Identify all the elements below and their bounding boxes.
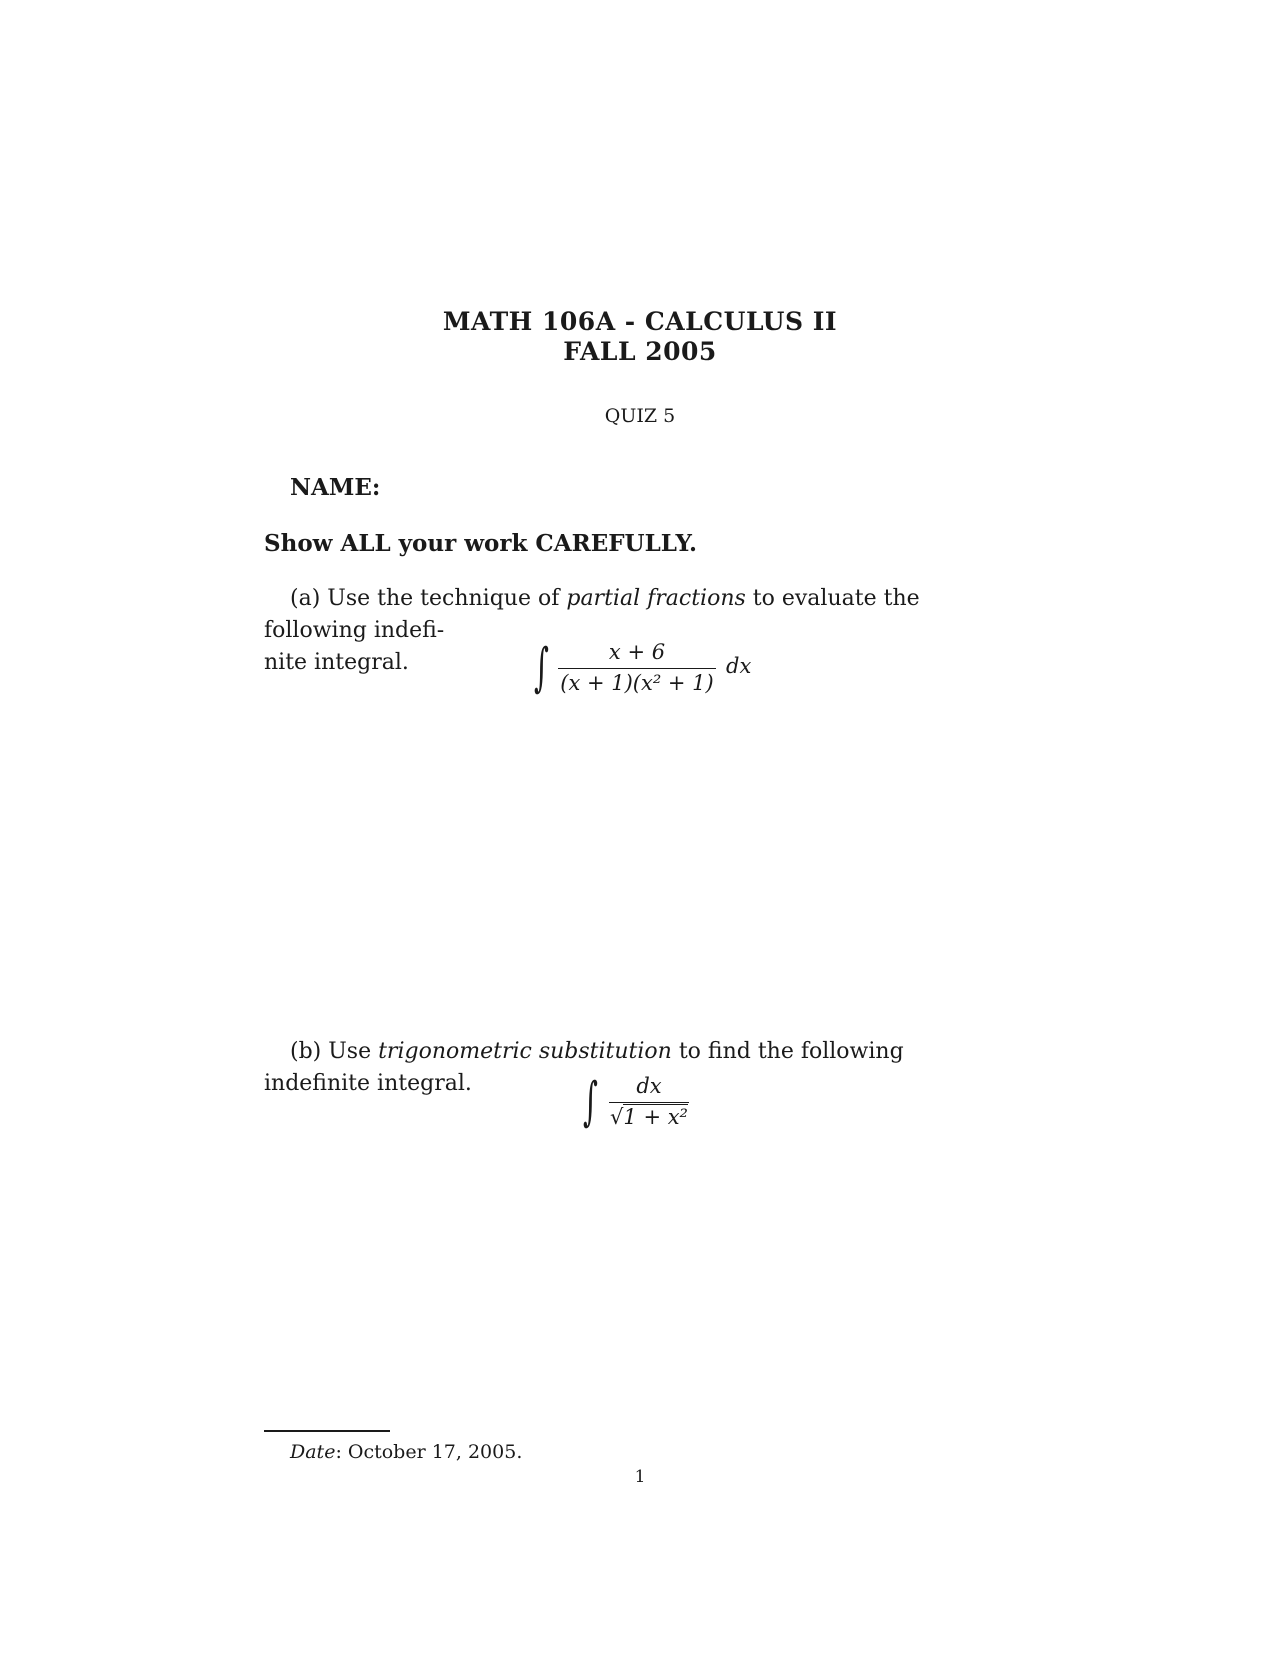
part-b-emphasis: trigonometric substitution xyxy=(378,1039,672,1064)
quiz-title: QUIZ 5 xyxy=(604,405,676,427)
footnote-text: : October 17, 2005. xyxy=(335,1441,523,1463)
part-b-label: (b) Use xyxy=(290,1039,372,1064)
part-a-emphasis: partial fractions xyxy=(566,586,746,611)
name-label: NAME: xyxy=(290,474,381,501)
fraction-b xyxy=(609,1074,689,1129)
instructions: Show ALL your work CAREFULLY. xyxy=(264,530,697,557)
term-title: FALL 2005 xyxy=(563,337,717,366)
footnote-label: Date xyxy=(290,1441,336,1463)
part-b-rest: to find the following indefinite integral. xyxy=(264,1039,904,1096)
course-title: MATH 106A - CALCULUS II xyxy=(442,307,838,336)
part-a-rest-2: nite integral. xyxy=(264,650,409,675)
numerator-a: x + 6 xyxy=(608,640,666,664)
page-number: 1 xyxy=(634,1467,646,1487)
differential-a: dx xyxy=(726,654,752,678)
footnote-rule xyxy=(264,1430,390,1432)
footnote xyxy=(290,1441,522,1463)
integral-sign: ∫ xyxy=(583,1072,598,1132)
sqrt-icon: √ xyxy=(610,1105,624,1130)
radicand-b: 1 + x² xyxy=(623,1105,688,1130)
part-a-label: (a) Use the technique of xyxy=(290,586,560,611)
denominator-a: (x + 1)(x² + 1) xyxy=(560,671,714,696)
fraction-a xyxy=(558,640,716,695)
integral-sign: ∫ xyxy=(534,638,549,698)
denominator-b xyxy=(609,1103,689,1129)
part-a-rest-1: to evaluate the following indefi- xyxy=(264,586,920,643)
numerator-b: dx xyxy=(636,1074,662,1098)
